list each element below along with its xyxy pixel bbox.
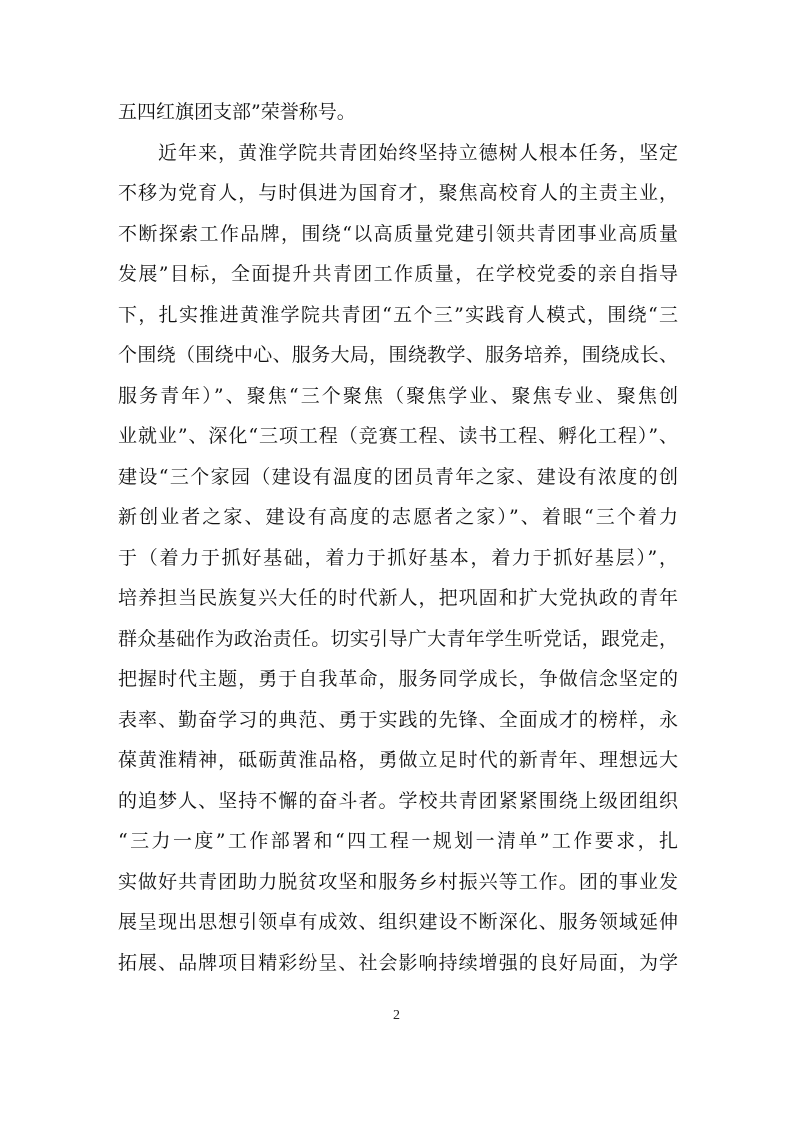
text-line: 表率、勤奋学习的典范、勇于实践的先锋、全面成才的榜样，永 [118,708,678,731]
text-line: 的追梦人、坚持不懈的奋斗者。学校共青团紧紧围绕上级团组织 [118,789,678,812]
text-line: 拓展、品牌项目精彩纷呈、社会影响持续增强的良好局面，为学 [118,951,678,974]
text-line: 不移为党育人，与时俱进为国育才，聚焦高校育人的主责主业， [118,182,678,204]
text-line: 发展”目标，全面提升共青团工作质量，在学校党委的亲自指导 [118,263,678,285]
text-line: 实做好共青团助力脱贫攻坚和服务乡村振兴等工作。团的事业发 [118,870,678,893]
text-line: 个围绕（围绕中心、服务大局，围绕教学、服务培养，围绕成长、 [118,344,678,366]
text-line: 群众基础作为政治责任。切实引导广大青年学生听党话，跟党走， [118,627,678,650]
text-line: 下，扎实推进黄淮学院共青团“五个三”实践育人模式，围绕“三 [118,303,678,326]
paragraph-first-line: 近年来，黄淮学院共青团始终坚持立德树人根本任务，坚定 [158,141,678,164]
text-line: 业就业”、深化“三项工程（竞赛工程、读书工程、孵化工程）”、 [118,425,678,447]
text-line: 葆黄淮精神，砥砺黄淮品格，勇做立足时代的新青年、理想远大 [118,749,678,771]
text-line: 于（着力于抓好基础，着力于抓好基本，着力于抓好基层）”， [118,546,678,569]
text-line: 不断探索工作品牌，围绕“以高质量党建引领共青团事业高质量 [118,222,678,245]
text-line: 把握时代主题，勇于自我革命，服务同学成长，争做信念坚定的 [118,668,678,690]
page-number: 2 [393,1008,400,1023]
body-text [118,92,678,983]
text-line: 服务青年）”、聚焦“三个聚焦（聚焦学业、聚焦专业、聚焦创 [118,384,678,407]
text-line: “三力一度”工作部署和“四工程一规划一清单”工作要求，扎 [118,830,678,852]
text-line: 五四红旗团支部”荣誉称号。 [118,101,356,123]
text-line: 建设“三个家园（建设有温度的团员青年之家、建设有浓度的创 [118,465,678,488]
text-line: 展呈现出思想引领卓有成效、组织建设不断深化、服务领域延伸 [118,911,678,933]
text-line: 培养担当民族复兴大任的时代新人，把巩固和扩大党执政的青年 [118,587,678,609]
text-line: 新创业者之家、建设有高度的志愿者之家）”、着眼“三个着力 [118,506,678,528]
